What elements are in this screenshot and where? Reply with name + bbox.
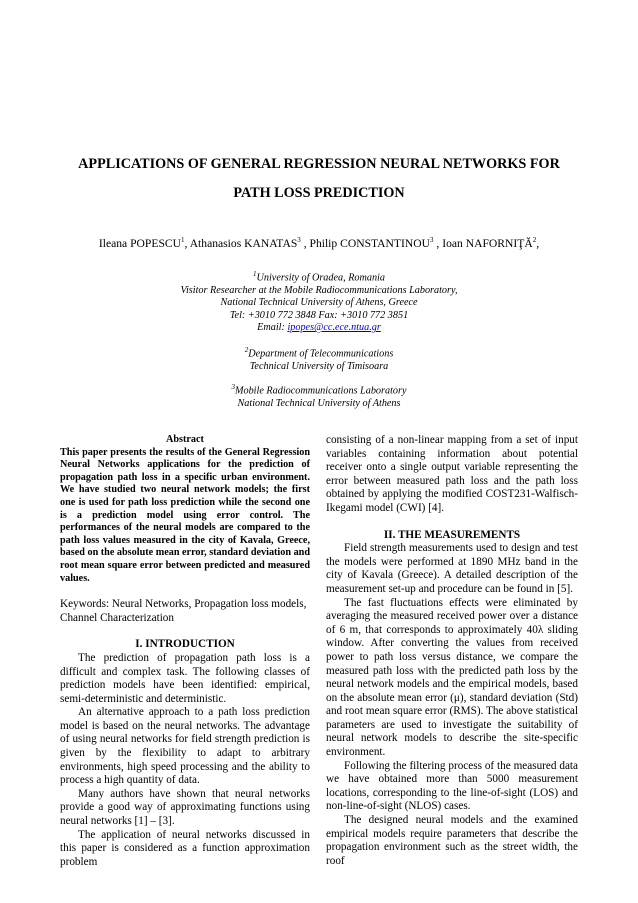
author-name: Ileana POPESCU bbox=[98, 236, 182, 250]
paragraph: Many authors have shown that neural networks provide a good way of approximating functions using neural networks [1] – [3]. bbox=[60, 787, 310, 828]
affiliation-text: University of Oradea, Romania bbox=[256, 272, 385, 284]
author-name: Athanasios KANATAS bbox=[189, 236, 298, 250]
right-column bbox=[326, 434, 578, 868]
author-separator: , bbox=[433, 236, 443, 250]
affiliation-line: Tel: +3010 772 3848 Fax: +3010 772 3851 bbox=[229, 309, 409, 321]
abstract-text: This paper presents the results of the General Regression Neural Networks applications for the prediction of propagation path loss in a specific urban environment. We have studied two neural network models; the first one is used for path loss prediction while the second one is a prediction model using error control. The performances of the neural models are compared to the path loss values measured in the city of Kavala, Greece, based on the absolute mean error, standard deviation and root mean square error between predicted and measured values. bbox=[60, 446, 310, 584]
affiliation-line: National Technical University of Athens bbox=[237, 397, 401, 409]
keywords: Keywords: Neural Networks, Propagation loss models, Channel Characterization bbox=[60, 598, 307, 624]
section-heading-measurements: II. THE MEASUREMENTS bbox=[383, 528, 521, 541]
paragraph: Following the filtering process of the measured data we have obtained more than 5000 measurement locations, corresponding to the line-of-sight (LOS) and non-line-of-sight (NLOS) cases. bbox=[326, 759, 578, 813]
author-name: Ioan NAFORNIŢĂ bbox=[442, 236, 533, 250]
title-line-2: PATH LOSS PREDICTION bbox=[233, 185, 405, 201]
affiliation-2 bbox=[120, 344, 518, 373]
affiliation-sup: 3 bbox=[231, 383, 235, 391]
affiliation-text: Mobile Radiocommunications Laboratory bbox=[235, 385, 407, 397]
section-heading-introduction: I. INTRODUCTION bbox=[135, 638, 235, 651]
affiliation-1 bbox=[120, 268, 518, 334]
email-label: Email: bbox=[257, 322, 288, 334]
affiliation-sup: 1 bbox=[253, 270, 257, 278]
paragraph: Field strength measurements used to design and test the models were performed at 1890 MHz band in the city of Kavala (Greece). A detailed description of the measurement set-up and procedure can be found in [5]. bbox=[326, 542, 578, 595]
affiliation-3 bbox=[120, 381, 518, 410]
paragraph: The prediction of propagation path loss is a difficult and complex task. The following classes of prediction models have been identified: empirical, semi-deterministic and deterministic. bbox=[60, 651, 310, 705]
paragraph: The designed neural models and the examined empirical models require parameters that describe the propagation environment such as the street width, the roof bbox=[326, 814, 578, 867]
author-affil-sup: 3 bbox=[297, 236, 301, 244]
author-affil-sup: 2 bbox=[532, 236, 537, 244]
author-separator: , bbox=[184, 236, 190, 250]
author-affil-sup: 1 bbox=[181, 236, 185, 244]
paragraph: An alternative approach to a path loss prediction model is based on the neural networks. The advantage of using neural networks for field strength prediction is given by the flexibility to adapt to arbitrary environments, high speed processing and the ability to process a high quantity of data. bbox=[60, 706, 310, 787]
paragraph: consisting of a non-linear mapping from a set of input variables containing information about potential receiver onto a single output variable representing the error between measured path loss and the path loss obtained by applying the modified COST231-Walfisch-Ikegami model (CWI) [4]. bbox=[326, 434, 578, 514]
affiliation-line: Technical University of Timisoara bbox=[249, 360, 389, 372]
author-affil-sup: 3 bbox=[430, 236, 434, 244]
affiliation-line: National Technical University of Athens, Greece bbox=[220, 297, 418, 309]
author-list bbox=[20, 232, 618, 252]
affiliation-line bbox=[120, 381, 518, 398]
affiliation-line bbox=[120, 268, 518, 285]
left-column bbox=[60, 434, 310, 869]
affiliation-email-line bbox=[120, 322, 518, 334]
title-line-1: APPLICATIONS OF GENERAL REGRESSION NEURAL NETWORKS FOR bbox=[78, 156, 560, 172]
email-link[interactable]: ipopes@cc.ece.ntua.gr bbox=[287, 322, 381, 334]
affiliation-line bbox=[120, 344, 518, 361]
affiliation-sup: 2 bbox=[244, 346, 249, 354]
paragraph: The fast fluctuations effects were eliminated by averaging the measured received power over a distance of 6 m, that corresponds to approximately 40λ sliding window. After converting the values from received power to path loss versus distance, we compare the measured path loss with the predicted path loss by the neural network models and the empirical models, based on the absolute mean error (μ), standard deviation (Std) and root mean square error (RMS). The above statistical parameters are used to investigate the suitability of neural network models to describe the site-specific environment. bbox=[326, 596, 578, 759]
paper-title bbox=[40, 150, 598, 208]
author-name: Philip CONSTANTINOU bbox=[309, 236, 430, 250]
affiliation-line: Visitor Researcher at the Mobile Radiocommunications Laboratory, bbox=[180, 284, 458, 296]
author-separator: , bbox=[300, 236, 310, 250]
author-separator: , bbox=[536, 236, 540, 250]
abstract-heading: Abstract bbox=[166, 434, 204, 445]
affiliation-text: Department of Telecommunications bbox=[248, 348, 394, 360]
paragraph: The application of neural networks discussed in this paper is considered as a function approximation problem bbox=[60, 828, 310, 868]
